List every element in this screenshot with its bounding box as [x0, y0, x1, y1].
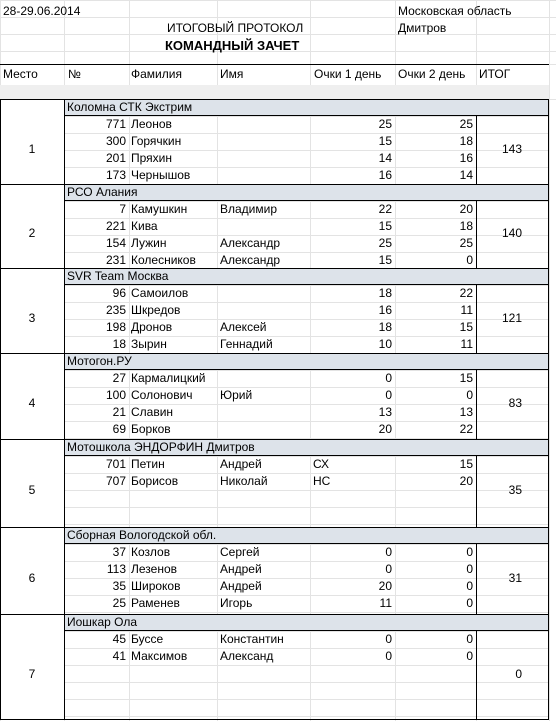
team-total: 121	[501, 310, 522, 325]
rider-day1-score: 0	[385, 371, 392, 385]
right-border	[548, 184, 549, 268]
rider-day2-score: 15	[459, 371, 473, 385]
rider-name: Николай	[220, 474, 268, 488]
rider-day1-score: НС	[313, 474, 331, 488]
rider-surname: Колесников	[131, 253, 196, 267]
rider-name: Андрей	[220, 562, 262, 576]
rider-day2-score: 0	[466, 596, 473, 610]
rider-day2-score: 18	[459, 134, 473, 148]
rider-day2-score: 0	[466, 253, 473, 267]
rider-day1-score: 10	[378, 337, 392, 351]
team-total: 83	[508, 396, 522, 410]
rider-number: 701	[105, 457, 126, 471]
rider-surname: Козлов	[131, 545, 171, 559]
col-number: №	[68, 67, 81, 81]
rider-surname: Камушкин	[131, 202, 188, 216]
rider-surname: Кармалицкий	[131, 371, 206, 385]
team-total: 35	[508, 483, 522, 497]
rider-day1-score: 15	[378, 253, 392, 267]
team-name: РСО Алания	[67, 185, 138, 199]
rider-name: Александ	[220, 649, 274, 663]
rider-day1-score: 18	[378, 320, 392, 334]
rider-surname: Зырин	[131, 337, 167, 351]
standings-title: КОМАНДНЫЙ ЗАЧЕТ	[165, 38, 300, 53]
rider-number: 18	[112, 337, 126, 351]
rider-day1-score: 0	[385, 388, 392, 402]
rider-number: 41	[112, 649, 126, 663]
grid-hline	[0, 0, 556, 1]
rider-number: 231	[105, 253, 126, 267]
rider-number: 21	[112, 405, 126, 419]
rider-day1-score: 20	[378, 422, 392, 436]
rider-day1-score: 16	[378, 303, 392, 317]
rider-surname: Пряхин	[131, 151, 172, 165]
rider-day2-score: 11	[460, 337, 473, 351]
rider-day1-score: 22	[378, 202, 392, 216]
rider-surname: Дронов	[131, 320, 173, 334]
rider-number: 96	[112, 286, 126, 300]
col-day1: Очки 1 день	[314, 67, 382, 81]
team-header-band	[65, 354, 549, 369]
team-place: 5	[28, 483, 36, 497]
rider-day1-score: 14	[378, 151, 392, 165]
col-place: Место	[3, 67, 38, 81]
rider-name: Владимир	[220, 202, 278, 216]
rider-name: Алексей	[220, 320, 267, 334]
grid-vline	[549, 0, 550, 721]
rider-name: Геннадий	[220, 337, 273, 351]
team-name: Коломна СТК Экстрим	[67, 100, 193, 114]
team-place: 4	[28, 396, 36, 410]
rider-surname: Солонович	[131, 388, 193, 402]
rider-day2-score: 16	[459, 151, 473, 165]
rider-surname: Буссе	[131, 632, 164, 646]
rider-name: Игорь	[220, 596, 253, 610]
team-header-band	[65, 615, 549, 630]
rider-day1-score: 11	[379, 596, 392, 610]
rider-day1-score: 16	[378, 168, 392, 182]
rider-number: 235	[105, 303, 126, 317]
rider-number: 771	[105, 117, 126, 131]
rider-day1-score: СХ	[313, 457, 329, 471]
rider-day1-score: 0	[385, 562, 392, 576]
header-border-top	[0, 64, 549, 65]
region-label: Московская область	[398, 4, 512, 18]
team-place: 6	[28, 570, 36, 585]
rider-day2-score: 20	[459, 202, 473, 216]
rider-number: 37	[112, 545, 126, 559]
rider-day2-score: 0	[466, 579, 473, 593]
team-name: SVR Team Москва	[67, 269, 169, 283]
right-border	[548, 353, 549, 439]
protocol-title: ИТОГОВЫЙ ПРОТОКОЛ	[167, 21, 304, 35]
header-band	[0, 85, 549, 99]
team-place: 3	[28, 310, 36, 325]
rider-surname: Широков	[131, 579, 181, 593]
rider-name: Андрей	[220, 457, 262, 471]
rider-surname: Чернышов	[131, 168, 191, 182]
rider-day2-score: 25	[459, 236, 473, 250]
rider-day2-score: 0	[466, 388, 473, 402]
rider-day2-score: 22	[459, 422, 473, 436]
rider-surname: Борисов	[131, 474, 179, 488]
col-day2: Очки 2 день	[398, 67, 466, 81]
rider-day1-score: 15	[378, 134, 392, 148]
rider-name: Юрий	[220, 388, 253, 402]
rider-day1-score: 25	[378, 117, 392, 131]
col-name: Имя	[220, 67, 244, 81]
rider-surname: Лезенов	[131, 562, 178, 576]
rider-number: 100	[105, 388, 126, 402]
right-border	[548, 614, 549, 719]
rider-day1-score: 25	[378, 236, 392, 250]
rider-surname: Славин	[131, 405, 174, 419]
rider-surname: Лужин	[131, 236, 167, 250]
team-total: 31	[508, 570, 522, 585]
table-bottom-border	[0, 719, 549, 720]
rider-surname: Петин	[131, 457, 165, 471]
team-header-band	[65, 185, 549, 200]
rider-day1-score: 20	[378, 579, 392, 593]
rider-day2-score: 18	[459, 219, 473, 233]
rider-number: 300	[105, 134, 126, 148]
rider-number: 69	[112, 422, 126, 436]
rider-name: Андрей	[220, 579, 262, 593]
place-border	[64, 614, 65, 719]
rider-surname: Максимов	[131, 649, 188, 663]
right-border	[548, 99, 549, 184]
rider-name: Константин	[220, 632, 284, 646]
col-total: ИТОГ	[479, 67, 511, 81]
rider-number: 25	[112, 596, 126, 610]
rider-name: Александр	[220, 236, 281, 250]
team-name: Иошкар Ола	[67, 615, 137, 629]
rider-day2-score: 0	[466, 632, 473, 646]
rider-day2-score: 0	[466, 562, 473, 576]
rider-day1-score: 0	[385, 649, 392, 663]
right-border	[548, 439, 549, 527]
team-place: 2	[28, 226, 36, 240]
rider-number: 154	[105, 236, 126, 250]
team-name: Сборная Вологодской обл.	[67, 528, 217, 542]
team-place: 7	[28, 666, 36, 681]
rider-surname: Кива	[131, 219, 158, 233]
rider-surname: Раменев	[131, 596, 180, 610]
rider-day2-score: 15	[459, 457, 473, 471]
rider-surname: Леонов	[131, 117, 172, 131]
rider-day2-score: 20	[459, 474, 473, 488]
rider-number: 35	[112, 579, 126, 593]
team-total: 143	[501, 141, 522, 156]
team-total: 140	[501, 226, 522, 240]
rider-day2-score: 11	[460, 303, 473, 317]
rider-day1-score: 15	[378, 219, 392, 233]
rider-surname: Шкредов	[131, 303, 181, 317]
event-date: 28-29.06.2014	[3, 4, 81, 18]
rider-surname: Горячкин	[131, 134, 182, 148]
right-border	[548, 527, 549, 614]
rider-day2-score: 25	[459, 117, 473, 131]
rider-day2-score: 0	[466, 545, 473, 559]
rider-day2-score: 14	[459, 168, 473, 182]
rider-day2-score: 15	[459, 320, 473, 334]
rider-number: 7	[119, 202, 126, 216]
rider-number: 201	[105, 151, 126, 165]
rider-name: Сергей	[220, 545, 260, 559]
rider-surname: Борков	[131, 422, 171, 436]
rider-day2-score: 0	[466, 649, 473, 663]
team-name: Мотошкола ЭНДОРФИН Дмитров	[67, 440, 255, 454]
team-name: Мотогон.РУ	[67, 354, 132, 368]
city-label: Дмитров	[398, 21, 447, 35]
rider-number: 173	[105, 168, 126, 182]
rider-name: Александр	[220, 253, 281, 267]
right-border	[548, 268, 549, 353]
rider-number: 27	[112, 371, 126, 385]
team-place: 1	[28, 141, 36, 156]
rider-day1-score: 0	[385, 545, 392, 559]
rider-surname: Самоилов	[131, 286, 189, 300]
rider-number: 198	[105, 320, 126, 334]
rider-number: 221	[105, 219, 126, 233]
rider-day1-score: 13	[378, 405, 392, 419]
rider-day1-score: 0	[385, 632, 392, 646]
rider-number: 707	[105, 474, 126, 488]
rider-day1-score: 18	[378, 286, 392, 300]
rider-number: 113	[106, 562, 126, 576]
rider-day2-score: 22	[459, 286, 473, 300]
team-total: 0	[515, 666, 522, 681]
rider-number: 45	[112, 632, 126, 646]
col-surname: Фамилия	[131, 67, 182, 81]
rider-day2-score: 13	[459, 405, 473, 419]
table-left-border	[0, 99, 1, 719]
